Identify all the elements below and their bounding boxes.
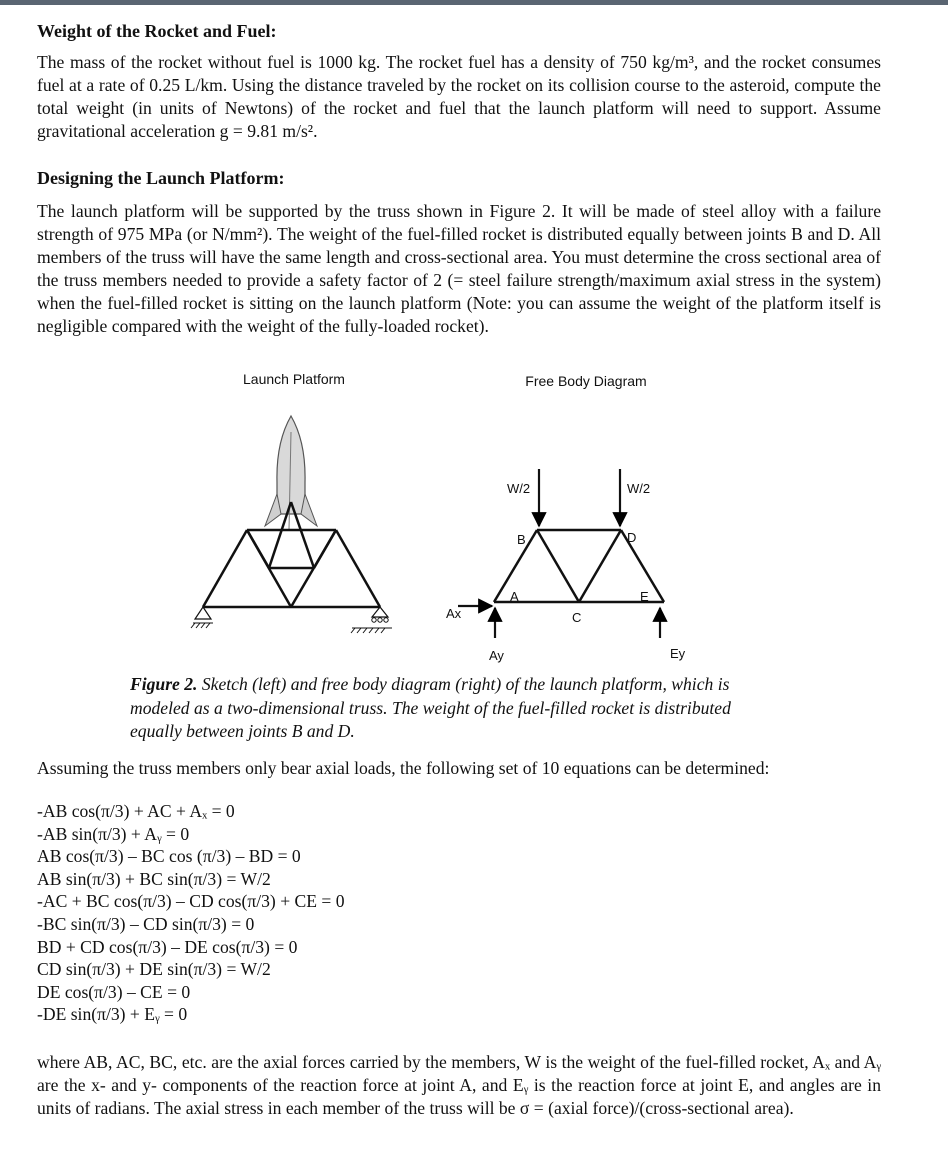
closing-text: where AB, AC, BC, etc. are the axial forces carried by the members, W is the weight of the fuel-filled rocket, Aₓ and Aᵧ are the x- and y- components of the reaction force at joint A, and Eᵧ is the reaction force at joint E, and angles are in units of radians. The axial stress in each member of the truss will be σ = (axial force)/(cross-sectional area). xyxy=(37,1052,881,1118)
equation: AB cos(π/3) – BC cos (π/3) – BD = 0 xyxy=(37,846,301,867)
load-label-right: W/2 xyxy=(627,481,651,496)
load-label-left: W/2 xyxy=(507,481,531,496)
rocket-body xyxy=(277,416,305,514)
equation: -AB cos(π/3) + AC + Aₓ = 0 xyxy=(37,801,235,821)
left-support xyxy=(195,607,211,619)
truss-figure xyxy=(0,362,948,672)
equation: -DE sin(π/3) + Eᵧ = 0 xyxy=(37,1004,188,1025)
joint-label-d: D xyxy=(627,530,637,545)
equation-list xyxy=(37,800,345,1026)
joint-label-c: C xyxy=(572,610,582,625)
section-heading-weight: Weight of the Rocket and Fuel: xyxy=(37,21,277,41)
reaction-label-ax: Ax xyxy=(446,606,462,621)
section-heading-design: Designing the Launch Platform: xyxy=(37,168,285,188)
equation: -BC sin(π/3) – CD sin(π/3) = 0 xyxy=(37,913,255,934)
left-title: Launch Platform xyxy=(243,371,345,387)
intro-text: Assuming the truss members only bear axial loads, the following set of 10 equations can be determined: xyxy=(37,758,770,778)
equation: DE cos(π/3) – CE = 0 xyxy=(37,981,191,1002)
reaction-label-ey: Ey xyxy=(670,646,686,661)
top-bar xyxy=(0,0,948,5)
figure-2 xyxy=(0,362,948,672)
equation: -AC + BC cos(π/3) – CD cos(π/3) + CE = 0 xyxy=(37,891,345,912)
caption-label: Figure 2. xyxy=(130,674,198,694)
joint-label-e: E xyxy=(640,589,649,604)
joint-label-b: B xyxy=(517,532,526,547)
equation: BD + CD cos(π/3) – DE cos(π/3) = 0 xyxy=(37,936,298,957)
right-support xyxy=(372,607,388,617)
right-title: Free Body Diagram xyxy=(525,373,647,389)
paragraph-weight: The mass of the rocket without fuel is 1000 kg. The rocket fuel has a density of 750 kg/m³, and the rocket consumes fuel at a rate of 0.25 L/km. Using the distance traveled by the rocket on its collision course to the asteroid, compute the total weight (in units of Newtons) of the rocket and fuel that the launch platform will need to support. Assume gravitational acceleration g = 9.81 m/s². xyxy=(37,52,881,141)
figure-caption xyxy=(130,673,780,744)
paragraph-design: The launch platform will be supported by the truss shown in Figure 2. It will be made of steel alloy with a failure strength of 975 MPa (or N/mm²). The weight of the fuel-filled rocket is distributed equally between joints B and D. All members of the truss will have the same length and cross-sectional area. You must determine the cross sectional area of the truss members needed to provide a safety factor of 2 (= steel failure strength/maximum axial stress in the system) when the fuel-filled rocket is sitting on the launch platform (Note: you can assume the weight of the platform itself is negligible compared with the weight of the fully-loaded rocket). xyxy=(37,201,881,336)
equation: AB sin(π/3) + BC sin(π/3) = W/2 xyxy=(37,868,271,889)
equation: -AB sin(π/3) + Aᵧ = 0 xyxy=(37,823,190,844)
equation: CD sin(π/3) + DE sin(π/3) = W/2 xyxy=(37,959,271,980)
reaction-label-ay: Ay xyxy=(489,648,504,663)
launch-platform-sketch xyxy=(191,416,392,633)
joint-label-a: A xyxy=(510,589,519,604)
caption-text: Sketch (left) and free body diagram (right) of the launch platform, which is modeled as a two-dimensional truss. The weight of the fuel-filled rocket is distributed equally between joints B and D. xyxy=(130,674,731,741)
